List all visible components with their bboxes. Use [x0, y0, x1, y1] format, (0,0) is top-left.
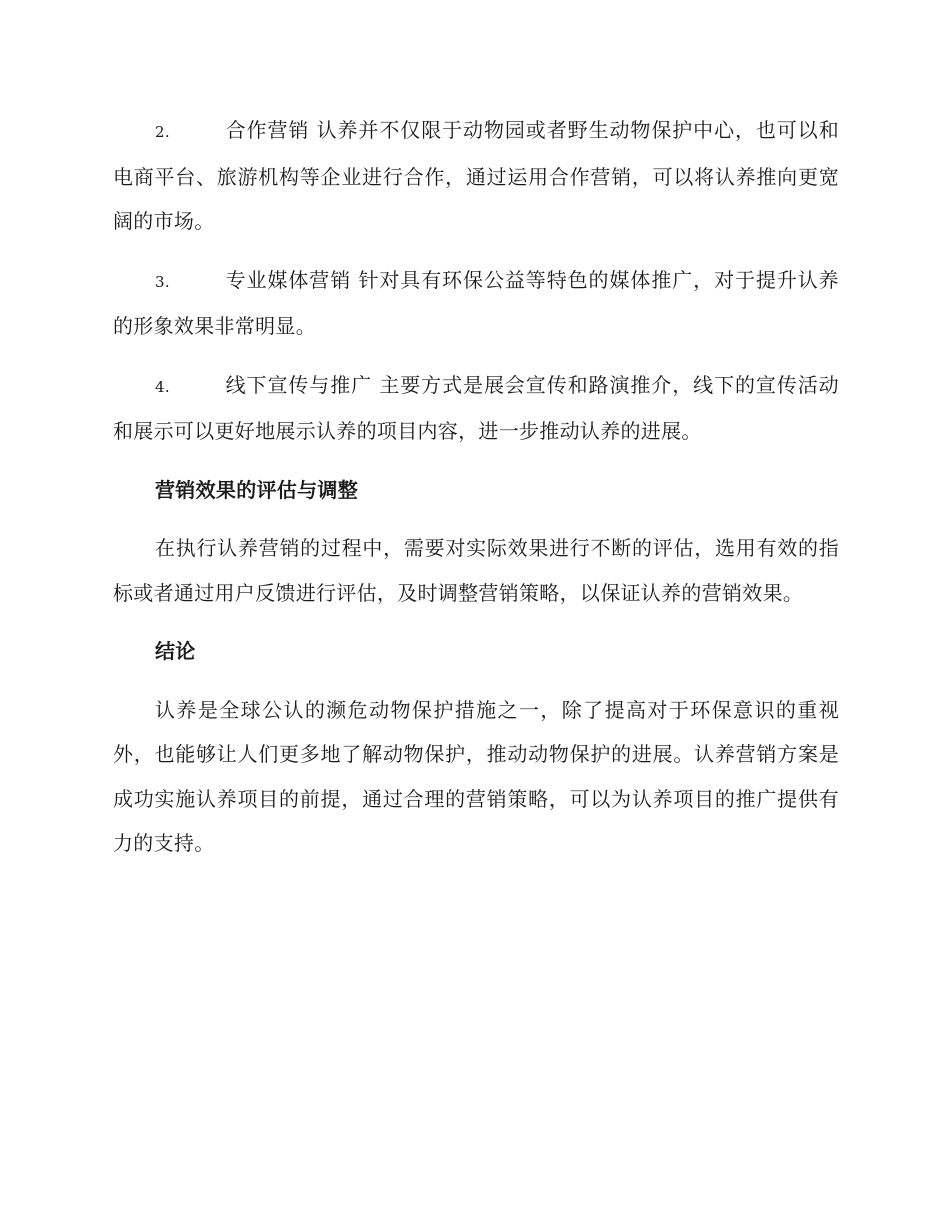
list-number: 2. [155, 123, 170, 141]
list-item-title: 线下宣传与推广 [225, 372, 373, 397]
list-item-title: 合作营销 [225, 118, 310, 142]
section-heading-evaluation: 营销效果的评估与调整 [155, 477, 358, 502]
list-item-text: 针对具有环保公益等特色的媒体推广，对于提升认养的形象效果非常明显。 [113, 267, 839, 338]
list-item-text: 认养并不仅限于动物园或者野生动物保护中心，也可以和电商平台、旅游机构等企业进行合作，通过运用合作营销，可以将认养推向更宽阔的市场。 [113, 118, 839, 233]
list-item-cooperative-marketing [113, 108, 839, 244]
list-number: 4. [155, 377, 170, 396]
section-paragraph-evaluation: 在执行认养营销的过程中，需要对实际效果进行不断的评估，选用有效的指标或者通过用户反馈进行评估，及时调整营销策略，以保证认养的营销效果。 [113, 536, 839, 605]
list-number: 3. [155, 272, 170, 291]
list-item-text: 主要方式是展会宣传和路演推介，线下的宣传活动和展示可以更好地展示认养的项目内容，进一步推动认养的进展。 [113, 372, 839, 443]
section-heading-conclusion: 结论 [155, 639, 196, 663]
list-item-media-marketing [113, 258, 839, 349]
list-item-offline-promotion [113, 363, 839, 454]
document-page [113, 108, 839, 880]
section-paragraph-conclusion: 认养是全球公认的濒危动物保护措施之一，除了提高对于环保意识的重视外，也能够让人们更多地了解动物保护，推动动物保护的进展。认养营销方案是成功实施认养项目的前提，通过合理的营销策略，可以为认养项目的推广提供有力的支持。 [113, 697, 839, 855]
list-item-title: 专业媒体营销 [225, 267, 352, 292]
